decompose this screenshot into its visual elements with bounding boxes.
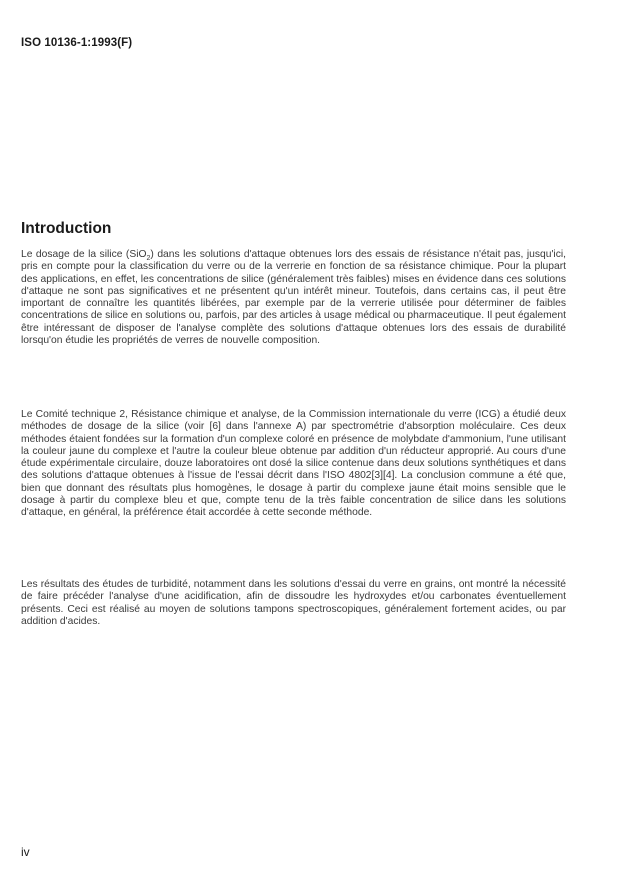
silica-subscript: 2 (146, 255, 151, 263)
paragraph-1 (21, 249, 566, 347)
paragraph-1-start: Le dosage de la silice (SiO (21, 249, 147, 260)
paragraph-2: Le Comité technique 2, Résistance chimique et analyse, de la Commission internationale du verre (ICG) a étudié deux méthodes de dosage de la silice (voir [6] dans l'annexe A) par spectrométrie d'absorption moléculaire. Ces deux méthodes étaient fondées sur la formation d'un complexe coloré en présence de molybdate d'ammonium, l'une utilisant la couleur jaune du complexe et l'autre la couleur bleue obtenue par addition d'un réducteur approprié. Au cours d'une étude expérimentale circulaire, douze laboratoires ont dosé la silice contenue dans deux solutions synthétiques et dans des solutions d'attaque obtenues à l'issue de l'essai décrit dans l'ISO 4802[3][4]. La conclusion commune a été que, bien que donnant des résultats plus homogènes, le dosage à partir du complexe jaune était moins sensible que le dosage à partir du complexe bleu et que, compte tenu de la très faible concentration de silice dans les solutions d'attaque, en général, la préférence était accordée à cette seconde méthode. (21, 409, 566, 519)
paragraph-3: Les résultats des études de turbidité, notamment dans les solutions d'essai du verre en grains, ont montré la nécessité de faire précéder l'analyse d'une acidification, afin de dissoudre les hydroxydes et/ou carbonates éventuellement présents. Ceci est réalisé au moyen de solutions tampons spectroscopiques, généralement fortement acides, ou par addition d'acides. (21, 579, 566, 627)
document-standard-id: ISO 10136-1:1993(F) (21, 37, 133, 49)
paragraph-1-rest: ) dans les solutions d'attaque obtenues lors des essais de résistance n'était pas, jusqu'ici, pris en compte pour la classification du verre ou de la verrerie en fonction de sa résistance chimique. Pour la plupart des applications, en effet, les concentrations de silice (généralement très faibles) mises en évidence dans ces solutions d'attaque ne sont pas significatives et ne présentent qu'un intérêt mineur. Toutefois, dans certains cas, il peut être important de connaître les quantités libérées, par exemple par de la verrerie utilisée pour déterminer de faibles concentrations de silice en solutions ou, parfois, par des articles à usage médical ou pharmaceutique. Il peut également être intéressant de disposer de l'analyse complète des solutions d'attaque obtenues lors des essais de durabilité lorsqu'on étudie les propriétés de verres de nouvelle composition. (21, 249, 566, 347)
page-number: iv (21, 845, 30, 859)
section-title: Introduction (21, 220, 112, 237)
